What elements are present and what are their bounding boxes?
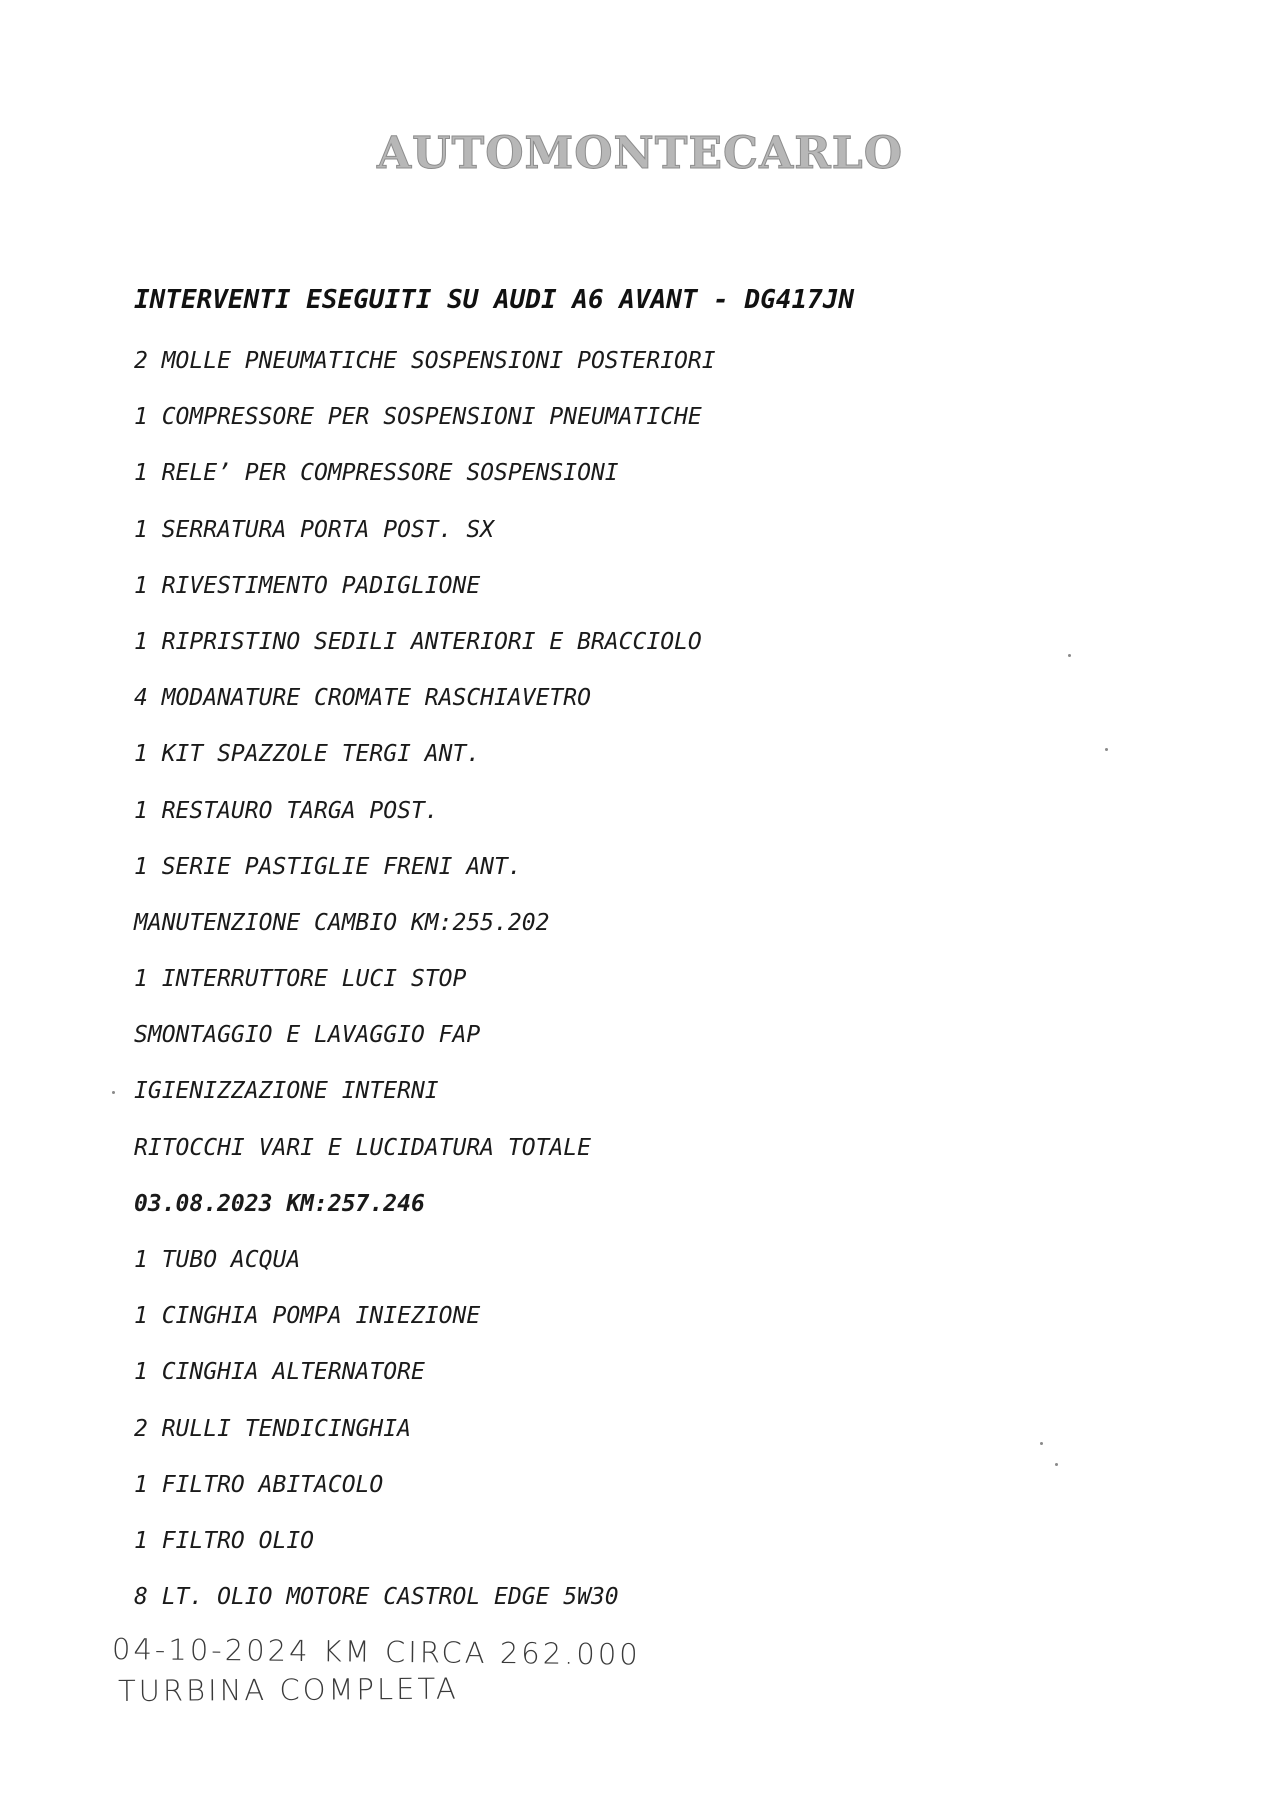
intervention-item: 1 RELE’ PER COMPRESSORE SOSPENSIONI: [134, 460, 619, 487]
intervention-list: [134, 346, 716, 1638]
scan-speck: [1068, 654, 1071, 657]
document-heading: INTERVENTI ESEGUITI SU AUDI A6 AVANT - DG417JN: [134, 285, 855, 315]
intervention-item: RITOCCHI VARI E LUCIDATURA TOTALE: [134, 1134, 591, 1161]
intervention-item: 1 COMPRESSORE PER SOSPENSIONI PNEUMATICHE: [134, 404, 702, 431]
intervention-item: SMONTAGGIO E LAVAGGIO FAP: [134, 1022, 481, 1049]
intervention-item: MANUTENZIONE CAMBIO KM:255.202: [134, 909, 550, 936]
intervention-item: 1 SERRATURA PORTA POST. SX: [134, 516, 495, 543]
intervention-item: IGIENIZZAZIONE INTERNI: [134, 1078, 439, 1105]
date-mileage-entry: 03.08.2023 KM:257.246: [134, 1190, 425, 1217]
handwritten-date-line: 04-10-2024 KM CIRCA 262.000: [111, 1632, 641, 1672]
intervention-item: 1 TUBO ACQUA: [134, 1247, 301, 1273]
intervention-item: 1 FILTRO ABITACOLO: [134, 1471, 384, 1498]
handwritten-note: [112, 1628, 641, 1712]
intervention-item: 2 MOLLE PNEUMATICHE SOSPENSIONI POSTERIORI: [134, 348, 716, 374]
company-name: AUTOMONTECARLO: [376, 128, 904, 179]
intervention-item: 1 SERIE PASTIGLIE FRENI ANT.: [134, 853, 522, 880]
intervention-item: 2 RULLI TENDICINGHIA: [134, 1415, 411, 1442]
intervention-item: 4 MODANATURE CROMATE RASCHIAVETRO: [134, 685, 591, 712]
intervention-item: 1 KIT SPAZZOLE TERGI ANT.: [134, 741, 481, 768]
intervention-item: 8 LT. OLIO MOTORE CASTROL EDGE 5W30: [134, 1584, 619, 1611]
intervention-item: 1 INTERRUTTORE LUCI STOP: [134, 966, 467, 993]
intervention-item: 1 RESTAURO TARGA POST.: [134, 797, 439, 824]
scan-speck: [1105, 748, 1108, 751]
intervention-item: 1 FILTRO OLIO: [134, 1527, 315, 1554]
scan-speck: [1055, 1463, 1058, 1466]
intervention-item: 1 CINGHIA POMPA INIEZIONE: [134, 1303, 481, 1330]
intervention-item: 1 RIPRISTINO SEDILI ANTERIORI E BRACCIOLO: [134, 628, 702, 655]
handwritten-description-line: TURBINA COMPLETA: [117, 1671, 459, 1708]
scan-speck: [1040, 1442, 1043, 1445]
scan-speck: [112, 1091, 115, 1094]
intervention-item: 1 CINGHIA ALTERNATORE: [134, 1359, 425, 1386]
intervention-item: 1 RIVESTIMENTO PADIGLIONE: [134, 572, 481, 599]
